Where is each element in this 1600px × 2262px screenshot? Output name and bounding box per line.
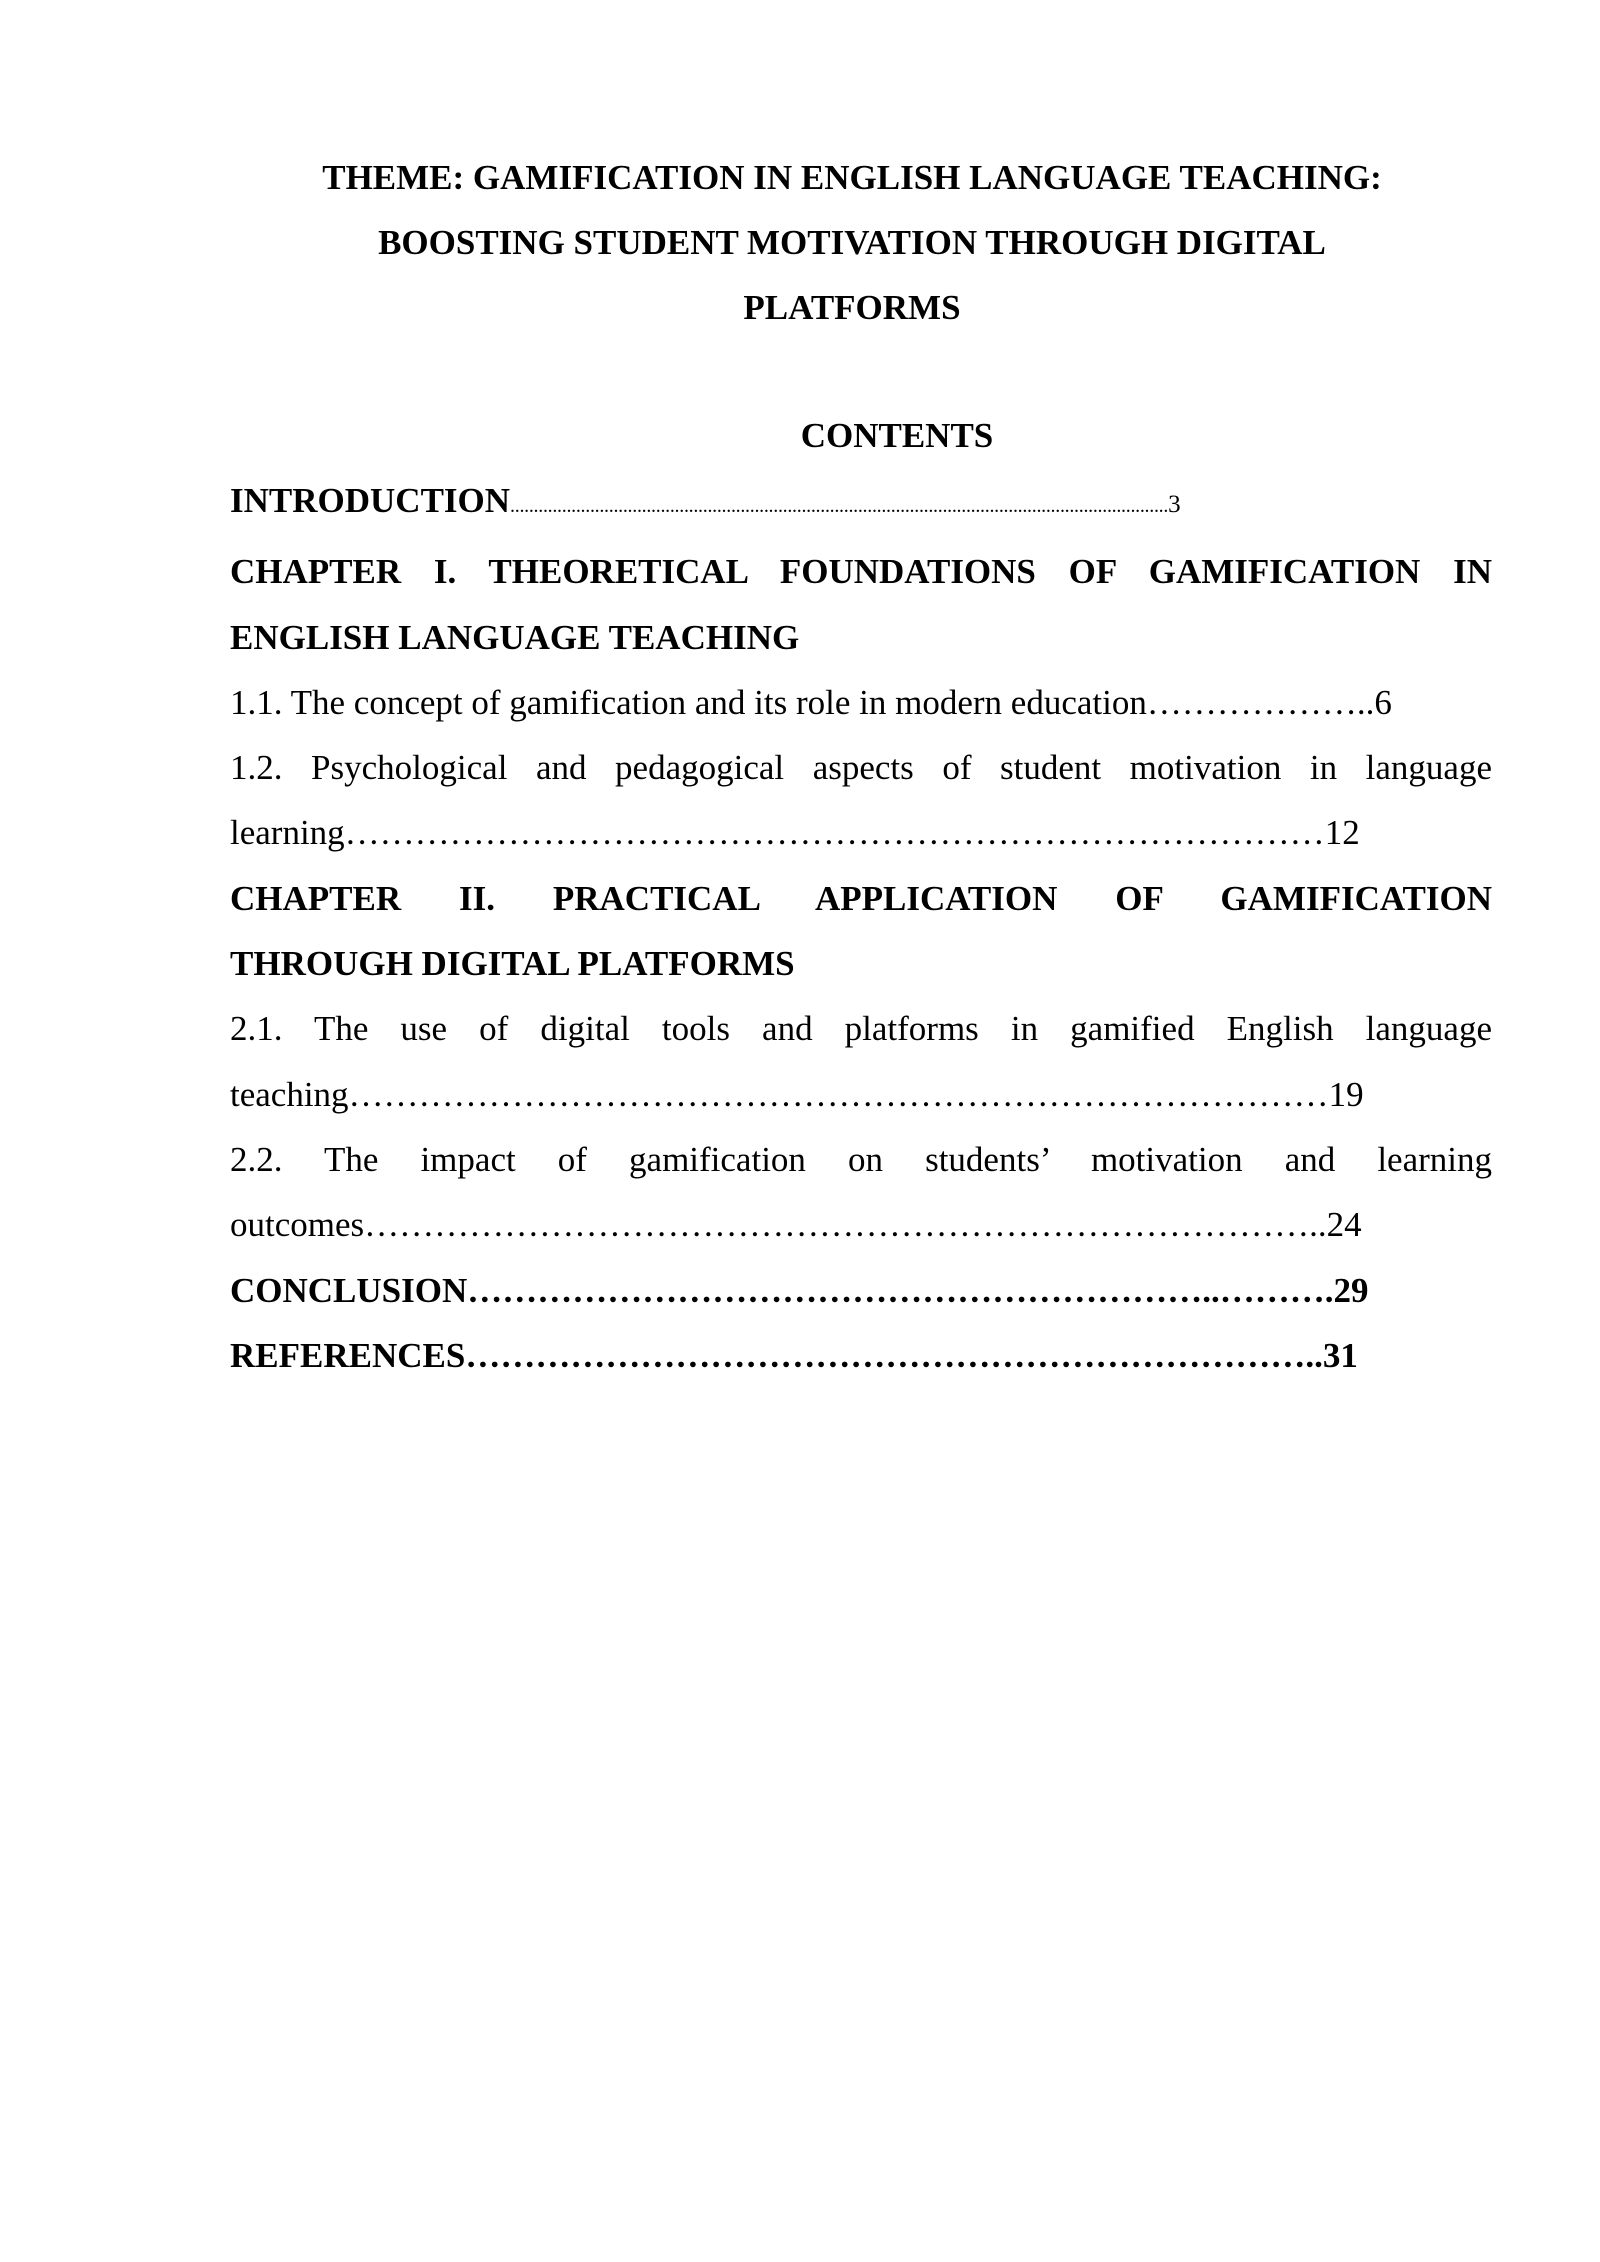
- toc-1-1-page: 6: [1374, 682, 1392, 722]
- toc-conclusion-page: 29: [1333, 1270, 1369, 1310]
- toc-conclusion-text: CONCLUSION………………………………………………………..……….: [230, 1270, 1334, 1310]
- toc-2-2-line-2: outcomes………………………………………………………………………..: [230, 1205, 1327, 1245]
- theme-title-line-2: BOOSTING STUDENT MOTIVATION THROUGH DIGITAL: [378, 223, 1326, 262]
- toc-1-2-line-1: 1.2. Psychological and pedagogical aspects of student motivation in language: [230, 748, 1492, 788]
- toc-entry-references: [230, 1323, 1492, 1388]
- contents-heading: CONTENTS: [800, 416, 994, 455]
- theme-title: [272, 145, 1432, 340]
- toc-2-2-line-1: 2.2. The impact of gamification on students’ motivation and learning: [230, 1139, 1492, 1179]
- toc-2-2-page: 24: [1326, 1205, 1362, 1245]
- toc-entry-2-1: [230, 1062, 1492, 1127]
- toc-introduction-page: 3: [1168, 491, 1181, 518]
- toc-chapter-2-line-1: CHAPTER II. PRACTICAL APPLICATION OF GAMIFICATION: [230, 878, 1492, 918]
- toc-2-1-line-2: teaching…………………………………………………………………………: [230, 1074, 1329, 1114]
- table-of-contents: [230, 468, 1492, 1388]
- toc-2-1-page: 19: [1328, 1074, 1364, 1114]
- toc-chapter-1-line-2: ENGLISH LANGUAGE TEACHING: [230, 617, 800, 657]
- theme-title-line-1: THEME: GAMIFICATION IN ENGLISH LANGUAGE TEACHING:: [322, 158, 1382, 197]
- toc-chapter-2-line-2: THROUGH DIGITAL PLATFORMS: [230, 944, 795, 984]
- toc-entry-conclusion: [230, 1258, 1492, 1323]
- toc-1-2-line-2: learning…………………………………………………………………………: [230, 813, 1325, 853]
- toc-1-2-page: 12: [1324, 813, 1360, 853]
- toc-introduction-leader: ............................................................................................................................................: [510, 495, 1169, 517]
- toc-references-page: 31: [1322, 1335, 1358, 1375]
- toc-references-text: REFERENCES………………………………………………………………..: [230, 1335, 1323, 1375]
- toc-entry-1-1: [230, 670, 1492, 735]
- toc-introduction-label: INTRODUCTION: [230, 481, 511, 520]
- toc-entry-2-2: [230, 1192, 1492, 1257]
- theme-title-line-3: PLATFORMS: [743, 288, 961, 327]
- toc-entry-1-2: [230, 800, 1492, 865]
- toc-chapter-1-line-1: CHAPTER I. THEORETICAL FOUNDATIONS OF GAMIFICATION IN: [230, 552, 1492, 592]
- toc-entry-introduction: [230, 468, 1492, 539]
- toc-2-1-line-1: 2.1. The use of digital tools and platforms in gamified English language: [230, 1009, 1492, 1049]
- toc-1-1-text: 1.1. The concept of gamification and its role in modern education………………..: [230, 682, 1375, 722]
